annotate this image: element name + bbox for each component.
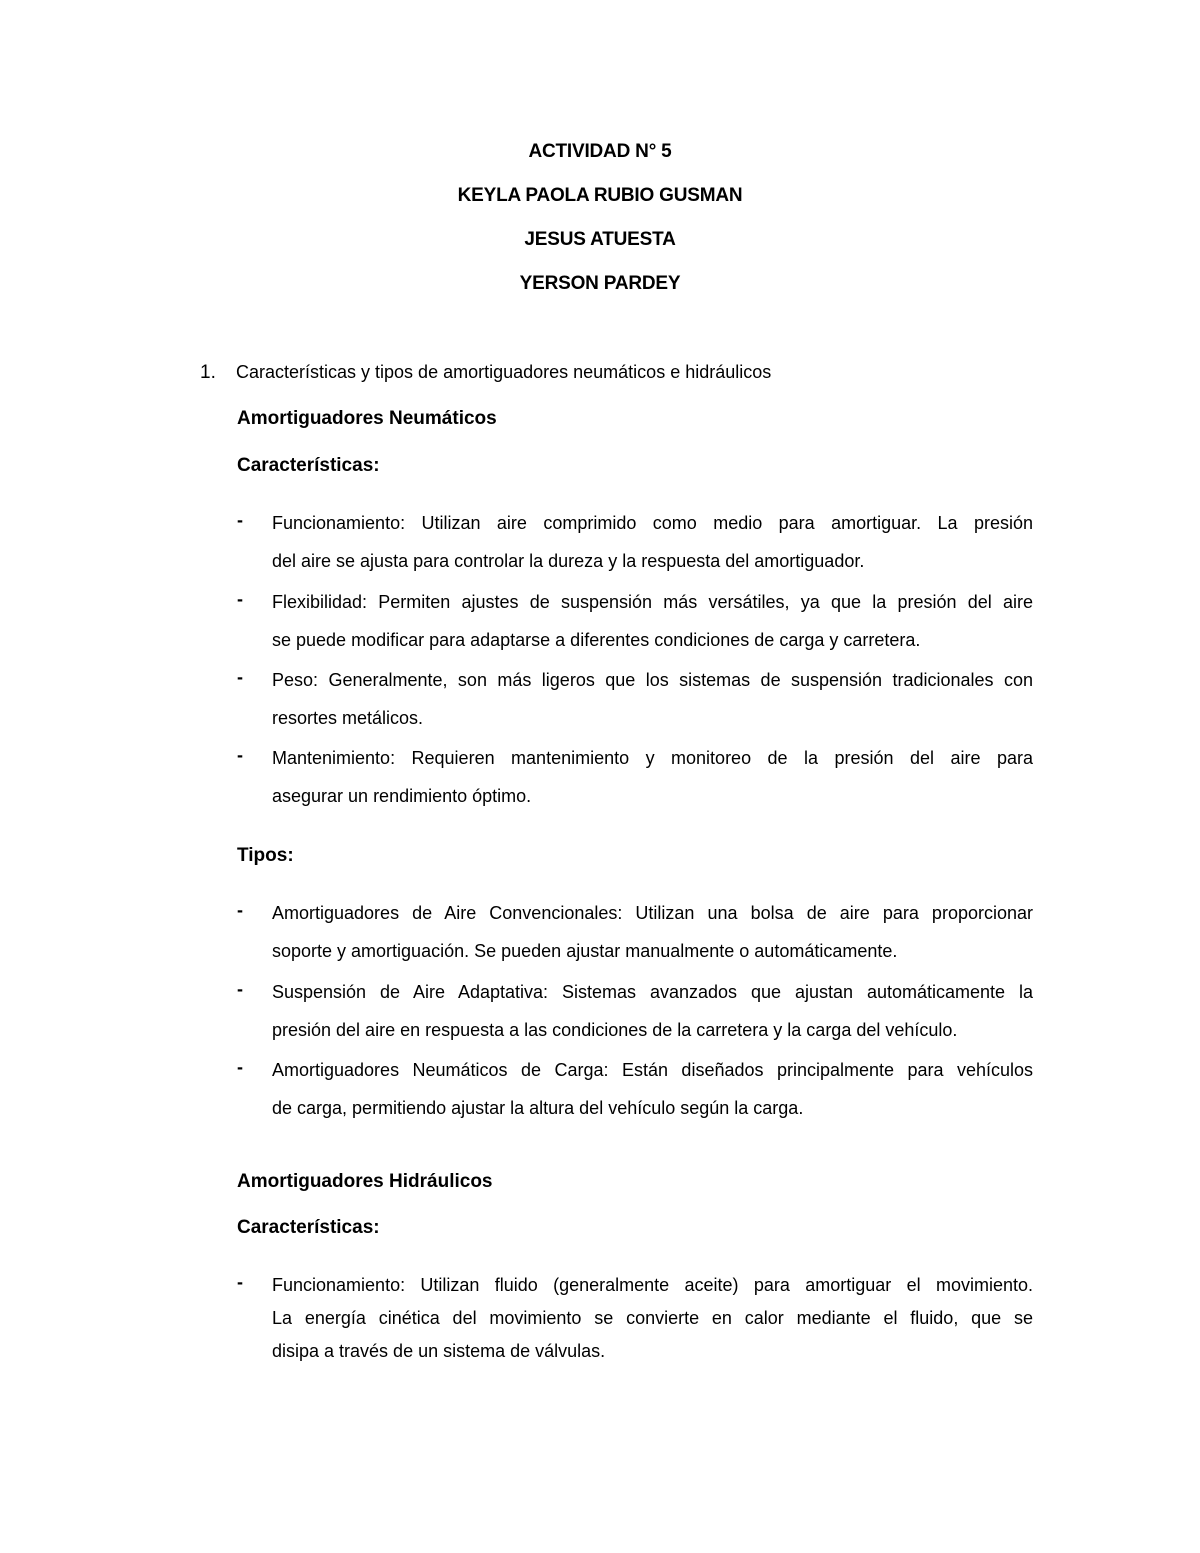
hydraulic-heading: Amortiguadores Hidráulicos: [237, 1171, 493, 1192]
bullet-line: Flexibilidad: Permiten ajustes de suspensión más versátiles, ya que la presión del aire: [272, 592, 1033, 612]
bullet-line: presión del aire en respuesta a las condiciones de la carretera y la carga del vehículo.: [272, 1020, 958, 1040]
bullet-marker: -: [237, 745, 243, 765]
bullet-marker: -: [237, 979, 243, 999]
bullet-line: Amortiguadores Neumáticos de Carga: Están diseñados principalmente para vehículos: [272, 1060, 1033, 1080]
bullet-line: Mantenimiento: Requieren mantenimiento y monitoreo de la presión del aire para: [272, 748, 1033, 768]
pneumatic-characteristics-heading: Características:: [237, 455, 380, 476]
author-name-1: KEYLA PAOLA RUBIO GUSMAN: [457, 185, 743, 206]
hydraulic-characteristics-heading: Características:: [237, 1217, 380, 1238]
bullet-line: Suspensión de Aire Adaptativa: Sistemas avanzados que ajustan automáticamente la: [272, 982, 1033, 1002]
bullet-marker: -: [237, 510, 243, 530]
author-name-3: YERSON PARDEY: [519, 273, 681, 294]
numbered-item-1: [200, 362, 771, 384]
activity-title: ACTIVIDAD N° 5: [528, 141, 672, 162]
bullet-line: disipa a través de un sistema de válvulas.: [272, 1341, 606, 1361]
bullet-text: [272, 1272, 1033, 1371]
bullet-text: [272, 900, 1033, 976]
bullet-line: Amortiguadores de Aire Convencionales: Utilizan una bolsa de aire para proporcionar: [272, 903, 1033, 923]
bullet-text: [272, 1057, 1033, 1133]
bullet-line: se puede modificar para adaptarse a diferentes condiciones de carga y carretera.: [272, 630, 921, 650]
bullet-text: [272, 589, 1033, 665]
item-number: 1.: [200, 362, 216, 383]
bullet-text: [272, 510, 1033, 586]
bullet-line: soporte y amortiguación. Se pueden ajustar manualmente o automáticamente.: [272, 941, 898, 961]
bullet-text: [272, 979, 1033, 1055]
bullet-line: asegurar un rendimiento óptimo.: [272, 786, 532, 806]
bullet-line: La energía cinética del movimiento se convierte en calor mediante el fluido, que se: [272, 1308, 1033, 1328]
bullet-marker: -: [237, 900, 243, 920]
author-name-2: JESUS ATUESTA: [524, 229, 676, 250]
bullet-marker: -: [237, 589, 243, 609]
bullet-line: resortes metálicos.: [272, 708, 424, 728]
bullet-line: de carga, permitiendo ajustar la altura del vehículo según la carga.: [272, 1098, 804, 1118]
bullet-line: Funcionamiento: Utilizan aire comprimido como medio para amortiguar. La presión: [272, 513, 1033, 533]
bullet-text: [272, 667, 1033, 743]
bullet-text: [272, 745, 1033, 821]
bullet-marker: -: [237, 1272, 243, 1292]
bullet-line: del aire se ajusta para controlar la dureza y la respuesta del amortiguador.: [272, 551, 865, 571]
bullet-line: Peso: Generalmente, son más ligeros que los sistemas de suspensión tradicionales con: [272, 670, 1033, 690]
bullet-line: Funcionamiento: Utilizan fluido (generalmente aceite) para amortiguar el movimiento.: [272, 1275, 1033, 1295]
pneumatic-types-heading: Tipos:: [237, 845, 294, 866]
bullet-marker: -: [237, 667, 243, 687]
pneumatic-heading: Amortiguadores Neumáticos: [237, 408, 497, 429]
bullet-marker: -: [237, 1057, 243, 1077]
item-title: Características y tipos de amortiguadores neumáticos e hidráulicos: [236, 362, 772, 382]
